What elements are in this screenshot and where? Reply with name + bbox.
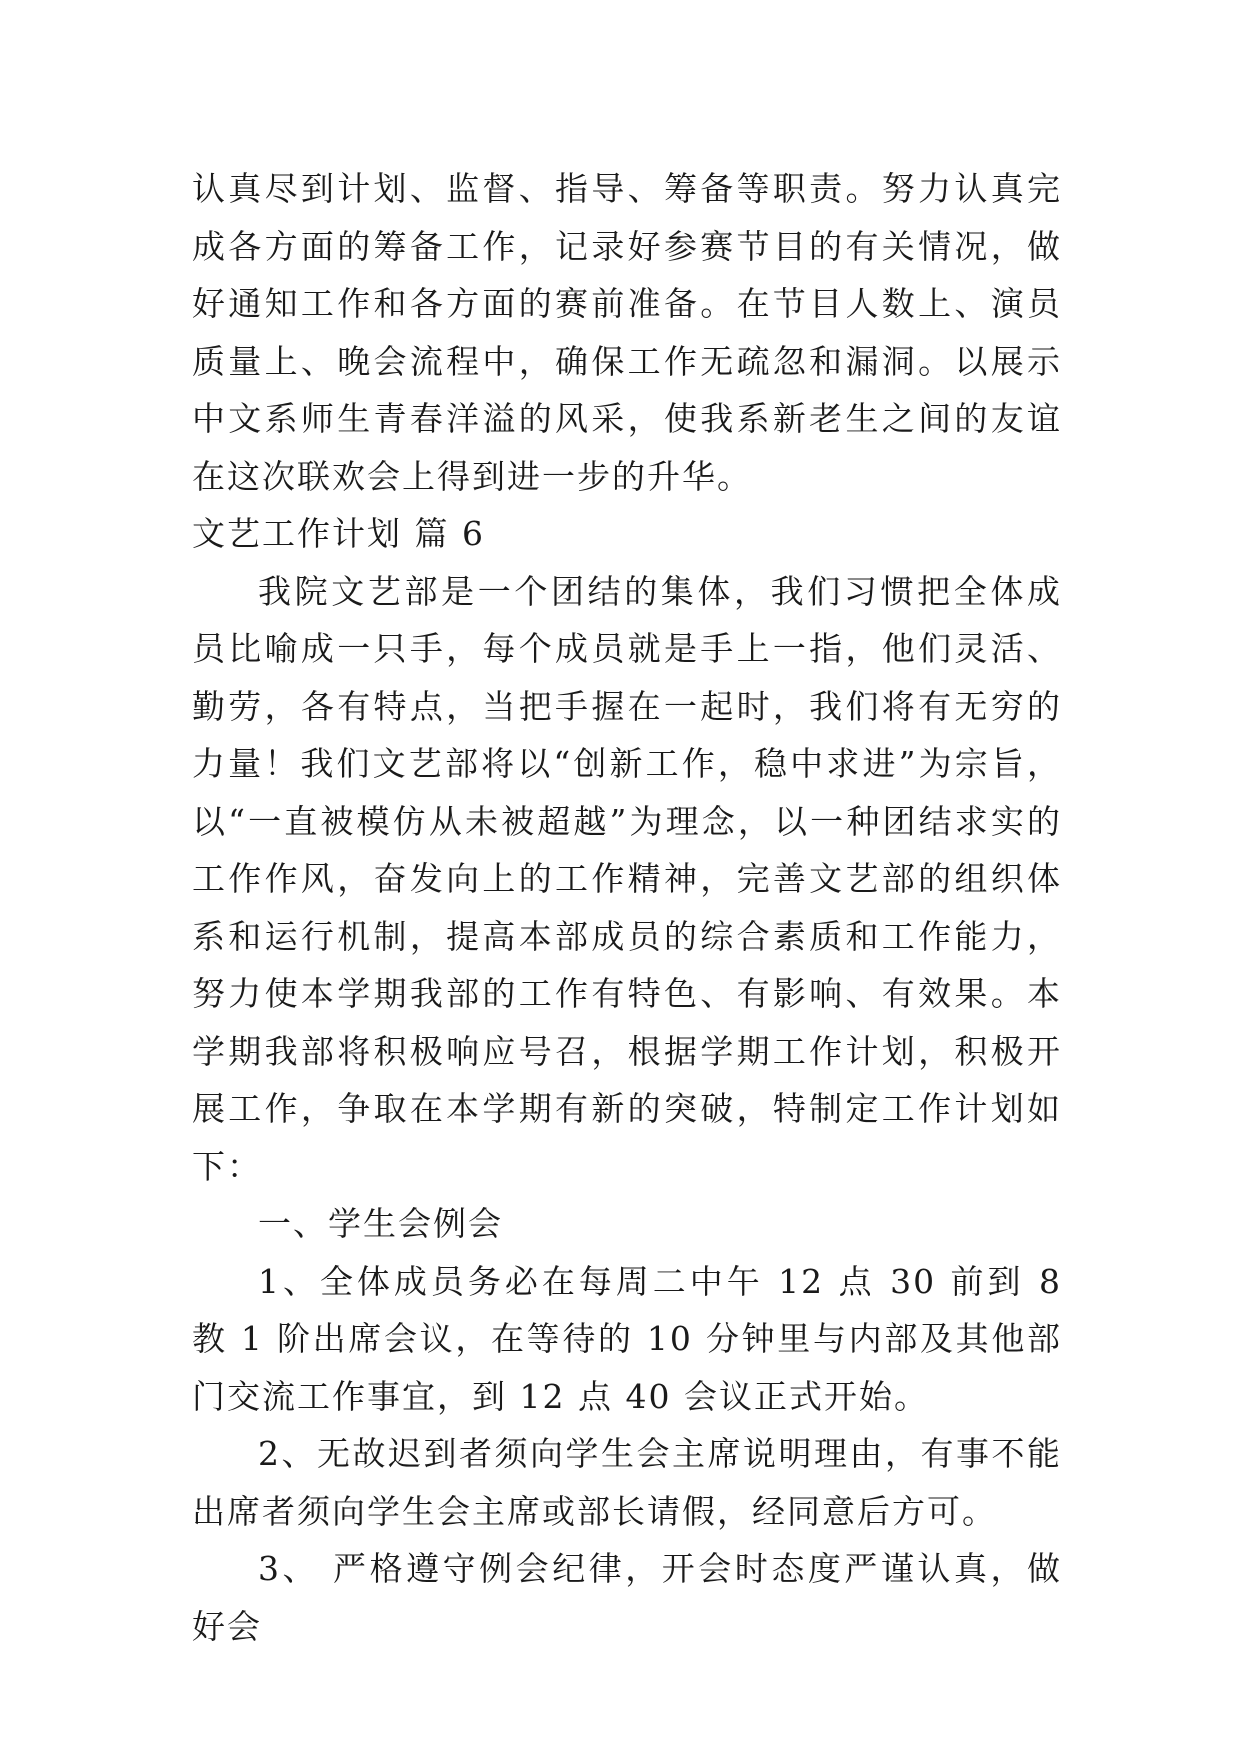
paragraph-section-title: 一、学生会例会: [258, 1204, 503, 1243]
paragraph-rule-1: 1、全体成员务必在每周二中午 12 点 30 前到 8 教 1 阶出席会议，在等待的 10 分钟里与内部及其他部门交流工作事宜，到 12 点 40 会议正式开始。: [192, 1261, 1062, 1416]
paragraph-rule-2: 2、无故迟到者须向学生会主席说明理由，有事不能出席者须向学生会主席或部长请假，经同意后方可。: [192, 1434, 1062, 1531]
section-heading: 文艺工作计划 篇 6: [192, 514, 485, 553]
paragraph-intro: 认真尽到计划、监督、指导、筹备等职责。努力认真完成各方面的筹备工作，记录好参赛节目的有关情况，做好通知工作和各方面的赛前准备。在节目人数上、演员质量上、晚会流程中，确保工作无疏忽和漏洞。以展示中文系师生青春洋溢的风采，使我系新老生之间的友谊在这次联欢会上得到进一步的升华。: [192, 169, 1062, 496]
paragraph-rule-3: 3、 严格遵守例会纪律，开会时态度严谨认真，做好会: [192, 1549, 1062, 1646]
document-page: [192, 160, 1062, 1655]
paragraph-department-intro: 我院文艺部是一个团结的集体，我们习惯把全体成员比喻成一只手，每个成员就是手上一指，他们灵活、勤劳，各有特点，当把手握在一起时，我们将有无穷的力量！我们文艺部将以“创新工作，稳中求进”为宗旨，以“一直被模仿从未被超越”为理念，以一种团结求实的工作作风，奋发向上的工作精神，完善文艺部的组织体系和运行机制，提高本部成员的综合素质和工作能力，努力使本学期我部的工作有特色、有影响、有效果。本学期我部将积极响应号召，根据学期工作计划，积极开展工作，争取在本学期有新的突破，特制定工作计划如下：: [192, 571, 1062, 1186]
